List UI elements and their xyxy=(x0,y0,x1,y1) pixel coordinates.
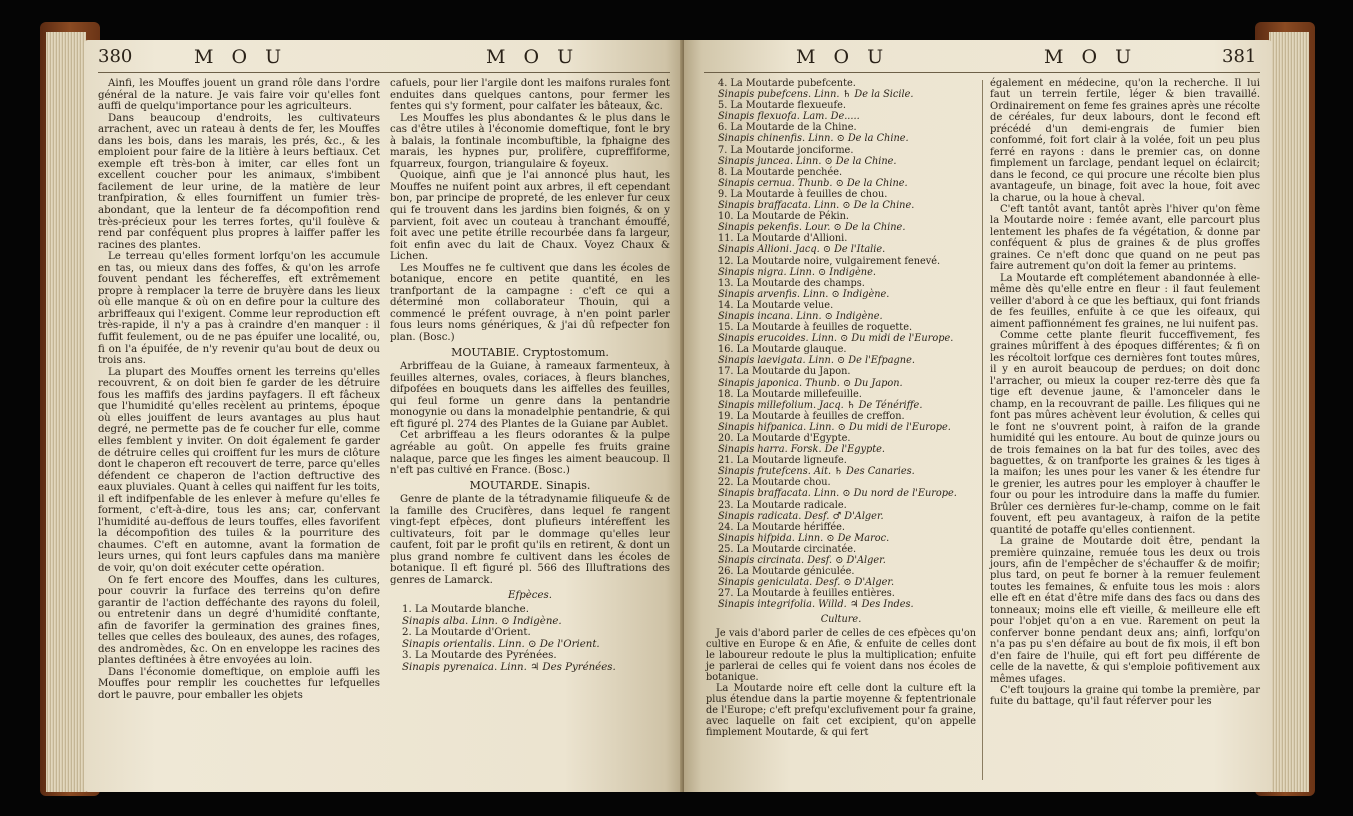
species-line: Sinapis millefolium. Jacq. ♄ De Ténériffe. xyxy=(718,399,923,411)
header-rule-right xyxy=(704,72,1260,73)
species-line: Sinapis alba. Linn. ⊙ Indigène. xyxy=(402,615,562,627)
paragraph: Les Mouffes les plus abondantes & le plus dans le cas d'être utiles à l'économie domeftique, font le bry à balais, la fontinale incombuftible, la fphaigne des marais, les hypnes pur, prolifère, cupreffiforme, fquarreux, fourgon, triangulaire & foyeux. xyxy=(390,112,670,170)
right-page-column-1 xyxy=(706,78,976,739)
species-line: Sinapis frutefcens. Ait. ♄ Des Canaries. xyxy=(718,466,915,478)
species-line: Sinapis braffacata. Linn. ⊙ De la Chine. xyxy=(718,200,915,212)
species-line: Sinapis arvenfis. Linn. ⊙ Indigène. xyxy=(718,288,890,300)
species-line: Sinapis radicata. Desf. ♂ D'Alger. xyxy=(718,510,884,522)
species-line: Sinapis pekenfis. Lour. ⊙ De la Chine. xyxy=(718,222,906,234)
species-line: Sinapis japonica. Thunb. ⊙ Du Japon. xyxy=(718,377,903,389)
species-line: 7. La Moutarde jonciforme. xyxy=(718,144,854,156)
species-line: 21. La Moutarde ligneufe. xyxy=(718,455,847,467)
paragraph: Ainfi, les Mouffes jouent un grand rôle dans l'ordre général de la nature. Je vais faire voir qu'elles font auffi de quelqu'importance pour les agriculteurs. xyxy=(98,78,380,113)
left-page-column-1 xyxy=(98,78,380,702)
species-line: 9. La Moutarde à feuilles de chou. xyxy=(718,188,888,200)
paragraph: Dans l'économie domeftique, on emploie auffi les Mouffes pour remplir les couchettes fur lefquelles dort le pauvre, pour emballer les objets xyxy=(98,666,380,701)
right-page xyxy=(684,40,1272,792)
species-line: Sinapis harra. Forsk. De l'Egypte. xyxy=(718,444,886,456)
species-line: 11. La Moutarde d'Allioni. xyxy=(718,233,848,245)
subheading-culture: Culture. xyxy=(820,613,862,625)
species-line: Sinapis integrifolia. Willd. ♃ Des Indes. xyxy=(718,599,914,611)
species-line: Sinapis incana. Linn. ⊙ Indigène. xyxy=(718,310,883,322)
species-line: 22. La Moutarde chou. xyxy=(718,477,831,489)
paragraph: Dans beaucoup d'endroits, les cultivateurs arrachent, avec un rateau à dents de fer, les Mouffes dans les bois, dans les marais, les prés, &c., & les emploient pour faire de la litière à leurs beftiaux. Cet exemple eft très-bon à imiter, car elles font un excellent coucher pour les animaux, s'imbibent facilement de leur urine, de la matière de leur tranfpiration, & elles fourniffent un fumier très-abondant, que la lenteur de fa décompofition rend très-précieux pour les terres fortes, qu'il foulève & rend par conféquent plus propres à laiffer paffer les racines des plantes. xyxy=(98,112,380,251)
paragraph: C'eft tantôt avant, tantôt après l'hiver qu'on fème la Moutarde noire : femée avant, elle parcourt plus lentement les phafes de fa végétation, & donne par conféquent & plus de graines & de plus groffes graines. Ce n'eft donc que quand on ne peut pas faire autrement qu'on doit la femer au printems. xyxy=(990,203,1260,273)
paragraph: Comme cette plante fleurit fucceffivement, fes graines mûriffent à des époques différentes; & fi on les récoltoit lorfque ces dernières font toutes mûres, il y en auroit beaucoup de perdues; on doit donc l'arracher, ou mieux la couper rez-terre dès que fa tige eft devenue jaune, & l'amonceler dans le champ, en la recouvrant de paille. Les filiques qui ne font pas mûres achèvent leur évolution, & celles qui le font ne s'ouvrent point, à raifon de la grande humidité qui les entoure. Au bout de quinze jours ou de trois femaines on la bat fur des toiles, avec des baguettes, & on tranfporte les graines & les tiges à la maifon; les unes pour les vaner & les étendre fur le grenier, les autres pour les employer à chauffer le four ou pour les introduire dans la maffe du fumier. Brûler ces dernières fur-le-champ, comme on le fait fouvent, eft peu avantageux, à raifon de la petite quantité de potaffe qu'elles contiennent. xyxy=(990,329,1260,536)
paragraph: Je vais d'abord parler de celles de ces efpèces qu'on cultive en Europe & en Afie, & enfuite de celles dont le laboureur redoute le plus la multiplication; enfuite je parlerai de celles qui fe voient dans nos écoles de botanique. xyxy=(706,627,976,683)
paragraph: La Moutarde noire eft celle dont la culture eft la plus étendue dans la partie moyenne & feptentrionale de l'Europe; c'eft prefqu'exclufivement pour fa graine, avec laquelle on fait cet excipient, qu'on appelle fimplement Moutarde, & qui fert xyxy=(706,683,976,739)
paragraph: Arbriffeau de la Guiane, à rameaux farmenteux, à feuilles alternes, ovales, coriaces, à fleurs blanches, difpofées en bouquets dans les aiffelles des feuilles, qui feul forme un genre dans la pentandrie monogynie ou dans la monadelphie pentandrie, & qui eft figuré pl. 274 des Plantes de la Guiane par Aublet. xyxy=(390,361,670,430)
species-line: 26. La Moutarde géniculée. xyxy=(718,566,855,578)
running-header-right-2: M O U xyxy=(1044,46,1138,68)
species-line: 13. La Moutarde des champs. xyxy=(718,277,865,289)
entry-heading-moutarde: MOUTARDE. Sinapis. xyxy=(469,478,591,492)
species-line: Sinapis braffacata. Linn. ⊙ Du nord de l'Europe. xyxy=(718,488,957,500)
species-line: Sinapis circinata. Desf. ⊙ D'Alger. xyxy=(718,555,886,567)
species-line: Sinapis chinenfis. Linn. ⊙ De la Chine. xyxy=(718,133,909,145)
species-line: 18. La Moutarde millefeuille. xyxy=(718,388,862,400)
entry-heading-moutabie: MOUTABIE. Cryptostomum. xyxy=(451,345,609,359)
species-line: Sinapis Allioni. Jacq. ⊙ De l'Italie. xyxy=(718,244,886,256)
left-page xyxy=(84,40,684,792)
species-line: 6. La Moutarde de la Chine. xyxy=(718,122,857,134)
species-line: 14. La Moutarde velue. xyxy=(718,299,834,311)
species-line: Sinapis hifpanica. Linn. ⊙ Du midi de l'Europe. xyxy=(718,421,951,433)
species-line: 10. La Moutarde de Pékin. xyxy=(718,211,850,223)
species-line: 25. La Moutarde circinatée. xyxy=(718,543,857,555)
left-page-column-2 xyxy=(390,78,670,673)
paragraph: également en médecine, qu'on la recherche. Il lui faut un terrein fertile, léger & bien travaillé. Ordinairement on feme fes graines après une récolte de céréales, fur deux labours, dont le fecond eft précédé d'un demi-engrais de fumier bien confommé, foit fort clair à la volée, foit un peu plus ferré en rayons : dans le premier cas, on donne fimplement un farclage, pendant lequel on éclaircit; dans le fecond, ce qui procure une récolte bien plus avantageufe, un binage, foit avec la houe, foit avec la charue, ou la houe à cheval. xyxy=(990,78,1260,204)
page-number-right: 381 xyxy=(1222,46,1257,67)
species-line: 5. La Moutarde flexueufe. xyxy=(718,100,847,112)
column-divider xyxy=(982,80,983,780)
paragraph: Genre de plante de la tétradynamie filiqueufe & de la famille des Crucifères, dans lequel fe rangent vingt-fept efpèces, dont plufieurs intéreffent les cultivateurs, foit par le dommage qu'elles leur caufent, foit par le profit qu'ils en retirent, & dont un plus grand nombre fe cultivent dans les écoles de botanique. Il eft figuré pl. 566 des Illuftrations des genres de Lamarck. xyxy=(390,494,670,586)
species-line: Sinapis flexuofa. Lam. De..... xyxy=(718,111,860,123)
paragraph: Les Mouffes ne fe cultivent que dans les écoles de botanique, encore en petite quantité, en les tranfportant de la campagne : c'eft ce qui a déterminé mon collaborateur Thouin, qui a commencé le préfent ouvrage, à n'en point parler fous leurs noms génériques, & j'ai dû refpecter fon plan. (Bosc.) xyxy=(390,262,670,344)
species-line: 2. La Moutarde d'Orient. xyxy=(402,627,531,639)
paragraph: C'eft toujours la graine qui tombe la première, par fuite du battage, qu'il faut réferver pour les xyxy=(990,685,1260,708)
species-list xyxy=(706,78,976,611)
paragraph: Quoique, ainfi que je l'ai annoncé plus haut, les Mouffes ne nuifent point aux arbres, il eft cependant bon, par principe de propreté, de les enlever fur ceux qui fe trouvent dans les jardins bien foignés, & on y parvient, foit avec un couteau à tranchant émouffé, foit avec une petite étrille recourbée dans fa largeur, foit enfin avec du lait de Chaux. Voyez Chaux & Lichen. xyxy=(390,170,670,263)
book-spread xyxy=(40,14,1315,804)
paragraph: La Moutarde eft complétement abandonnée à elle-même dès qu'elle entre en fleur : il faut feulement veiller d'abord à ce que les beftiaux, qui font friands de fes feuilles, enfuite à ce que les oifeaux, qui aiment paffionnément fes graines, ne lui nuifent pas. xyxy=(990,272,1260,330)
right-page-column-2 xyxy=(990,78,1260,708)
species-line: Sinapis orientalis. Linn. ⊙ De l'Orient. xyxy=(402,638,600,650)
paragraph: La plupart des Mouffes ornent les terreins qu'elles recouvrent, & on doit bien fe garder de les détruire fous les maffifs des jardins payfagers. Il eft fâcheux que l'humidité qu'elles recèlent au printems, époque où elles jouiffent de leurs avantages au plus haut degré, ne permette pas de fe coucher fur elle, comme elles femblent y inviter. On doit également fe garder de détruire celles qui croiffent fur les murs de clôture dont le chaperon eft recouvert de terre, parce qu'elles défendent ce chaperon de l'action deftructive des eaux pluviales. Quant à celles qui naiffent fur les toits, il eft indifpenfable de les enlever à mefure qu'elles fe forment, c'eft-à-dire, tous les ans; car, confervant l'humidité au-deffous de leurs touffes, elles favorifent la décompofition des tuiles & la pourriture des chaumes. C'eft en automne, avant la formation de leurs urnes, qui font leurs capfules dans ma manière de voir, qu'on doit exécuter cette opération. xyxy=(98,366,380,574)
species-line: Sinapis cernua. Thunb. ⊙ De la Chine. xyxy=(718,177,908,189)
species-line: 15. La Moutarde à feuilles de roquette. xyxy=(718,322,913,334)
species-line: 4. La Moutarde pubefcente. xyxy=(718,78,856,89)
species-line: Sinapis pubefcens. Linn. ♄ De la Sicile. xyxy=(718,89,914,101)
species-line: 20. La Moutarde d'Egypte. xyxy=(718,433,851,444)
paragraph: Cet arbriffeau a les fleurs odorantes & la pulpe agréable au goût. On appelle fes fruits graine nalaque, parce que les finges les aiment beaucoup. Il n'eft pas cultivé en France. (Bosc.) xyxy=(390,430,670,477)
species-line: Sinapis hifpida. Linn. ⊙ De Maroc. xyxy=(718,532,890,544)
species-line: 17. La Moutarde du Japon. xyxy=(718,366,851,378)
species-line: 16. La Moutarde glauque. xyxy=(718,344,847,356)
species-line: Sinapis juncea. Linn. ⊙ De la Chine. xyxy=(718,155,897,167)
paragraph: La graine de Moutarde doit être, pendant la première quinzaine, remuée tous les deux ou trois jours, afin de l'empêcher de s'échauffer & de moifir; plus tard, on peut fe borner à la remuer feulement toutes les femaines, & enfuite tous les mois : alors elle eft en état d'être mife dans des facs ou dans des tonneaux; moins elle eft vieille, & meilleure elle eft pour l'objet qu'on a en vue. Rarement on peut la conferver bonne pendant deux ans; ainfi, lorfqu'on n'a pas pu s'en défaire au bout de fix mois, il eft bon d'en faire de l'huile, qui eft fort peu différente de celle de la navette, & qui s'emploie pofitivement aux mêmes ufages. xyxy=(990,536,1260,685)
species-line: 19. La Moutarde à feuilles de creffon. xyxy=(718,410,905,422)
species-line: 1. La Moutarde blanche. xyxy=(402,604,529,616)
running-header-right-1: M O U xyxy=(796,46,890,68)
paragraph: Le terreau qu'elles forment lorfqu'on les accumule en tas, ou mieux dans des foffes, & qu'on les arrofe fouvent pendant les féchereffes, eft extrêmement propre à remplacer la terre de bruyère dans les lieux où elle manque & où on en defire pour la culture des arbriffeaux qui l'exigent. Comme leur reproduction eft très-rapide, il n'y a pas à craindre d'en manquer : il fuffit feulement, ou de ne pas épuifer une localité, ou, fi on l'a épuifée, de n'y revenir qu'au bout de deux ou trois ans. xyxy=(98,251,380,367)
species-line: 8. La Moutarde penchée. xyxy=(718,166,843,178)
page-edges-right xyxy=(1269,32,1309,792)
species-line: Sinapis nigra. Linn. ⊙ Indigène. xyxy=(718,266,876,278)
paragraph: cafuels, pour lier l'argile dont les maifons rurales font enduites dans quelques cantons, pour fermer les fentes qui s'y forment, pour calfater les bâteaux, &c. xyxy=(390,78,670,113)
species-line: 23. La Moutarde radicale. xyxy=(718,499,847,511)
subheading-especes: Efpèces. xyxy=(508,589,552,601)
species-line: 24. La Moutarde hériffée. xyxy=(718,521,846,533)
species-line: 3. La Moutarde des Pyrénées. xyxy=(402,650,557,662)
species-line: 27. La Moutarde à feuilles entières. xyxy=(718,588,895,600)
running-header-left-2: M O U xyxy=(486,46,580,68)
paragraph: On fe fert encore des Mouffes, dans les cultures, pour couvrir la furface des terreins qu'on defire garantir de l'action defféchante des rayons du foleil, ou entretenir dans un degré d'humidité conftante, afin de favorifer la germination des graines fines, telles que celles des bouleaux, des aunes, des rofages, des andromèdes, &c. On en enveloppe les racines des plantes deftinées à être envoyées au loin. xyxy=(98,574,380,667)
species-line: Sinapis erucoides. Linn. ⊙ Du midi de l'Europe. xyxy=(718,333,954,345)
species-line: Sinapis geniculata. Desf. ⊙ D'Alger. xyxy=(718,577,895,589)
species-line: 12. La Moutarde noire, vulgairement fenevé. xyxy=(718,255,941,267)
species-line: Sinapis pyrenaica. Linn. ♃ Des Pyrénées. xyxy=(402,661,616,673)
header-rule-left xyxy=(98,72,670,73)
running-header-left-1: M O U xyxy=(194,46,288,68)
page-edges-left xyxy=(46,32,86,792)
species-line: Sinapis laevigata. Linn. ⊙ De l'Efpagne. xyxy=(718,355,915,367)
page-number-left: 380 xyxy=(98,46,133,67)
